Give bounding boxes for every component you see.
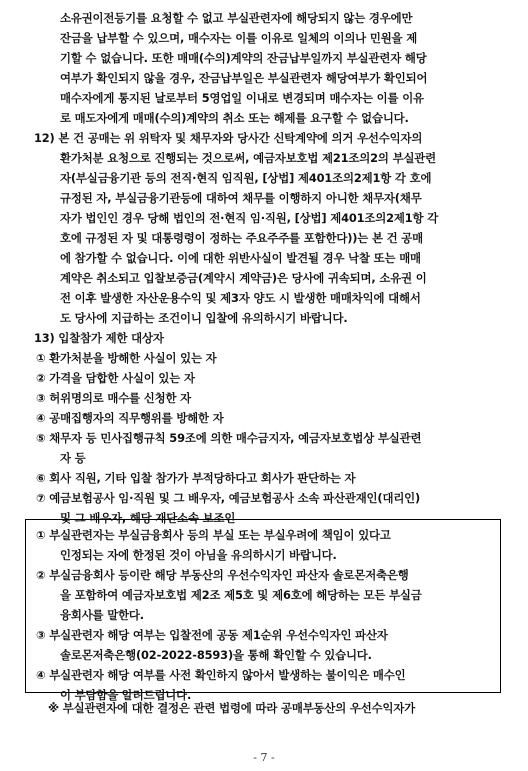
- text-line: 환가처분 요청으로 진행되는 것으로써, 예금자보호법 제21조의2의 부실관련: [60, 151, 436, 165]
- notice-item-continuation: 융회사를 말한다.: [60, 608, 144, 622]
- text-line: 규정된 자, 부실금융기관등에 대하여 채무를 이행하지 아니한 채무자(채무: [60, 191, 422, 205]
- clause-12-heading: 12) 본 건 공매는 위 위탁자 및 채무자와 당사간 신탁계약에 의거 우선수익자의: [34, 131, 423, 145]
- text-line: 잔금을 납부할 수 있으며, 매수자는 이를 이유로 일체의 이의나 민원을 제: [60, 31, 418, 45]
- list-item: ④ 공매집행자의 직무행위를 방해한 자: [36, 411, 224, 425]
- notice-item-continuation: 솔로몬저축은행(02-2022-8593)을 통해 확인할 수 있습니다.: [60, 648, 372, 662]
- list-item-continuation: 자 등: [60, 451, 86, 465]
- text-line: 전 이후 발생한 자산운용수익 및 제3자 양도 시 발생한 매매차익에 대해서: [60, 291, 421, 305]
- notice-item: ④ 부실관련자 해당 여부를 사전 확인하지 않아서 발생하는 불이익은 매수인: [36, 668, 406, 682]
- list-item: ⑥ 회사 직원, 기타 입찰 참가가 부적당하다고 회사가 판단하는 자: [36, 471, 356, 485]
- text-line: 도 당사에 지급하는 조건이니 입찰에 유의하시기 바랍니다.: [60, 311, 348, 325]
- notice-item: ③ 부실관련자 해당 여부는 입찰전에 공동 제1순위 우선수익자인 파산자: [36, 628, 388, 642]
- text-line: 에 참가할 수 없습니다. 이에 대한 위반사실이 발견될 경우 낙찰 또는 매매: [60, 251, 421, 265]
- page-number: - 7 -: [253, 751, 275, 764]
- text-line: 자가 법인인 경우 당해 법인의 전·현직 임·직원, [상법] 제401조의2제1항 각: [60, 211, 439, 225]
- list-item: ⑦ 예금보험공사 임·직원 및 그 배우자, 예금보험공사 소속 파산관재인(대리인): [36, 491, 421, 505]
- notice-item-continuation: 인정되는 자에 한정된 것이 아님을 유의하시기 바랍니다.: [60, 548, 337, 562]
- notice-item: ② 부실금융회사 등이란 해당 부동산의 우선수익자인 파산자 솔로몬저축은행: [36, 568, 409, 582]
- text-line: 여부가 확인되지 않을 경우, 잔금납부일은 부실관련자 해당여부가 확인되어: [60, 71, 428, 85]
- notice-item: ① 부실관련자는 부실금융회사 등의 부실 또는 부실우려에 책임이 있다고: [36, 528, 391, 542]
- list-item: ③ 허위명의로 매수를 신청한 자: [36, 391, 191, 405]
- list-item: ① 환가처분을 방해한 사실이 있는 자: [36, 351, 217, 365]
- list-item: ⑤ 채무자 등 민사집행규칙 59조에 의한 매수금지자, 예금자보호법상 부실관련: [36, 431, 422, 445]
- text-line: 자(부실금융기관 등의 전직·현직 임직원, [상법] 제401조의2제1항 각 호에: [60, 171, 432, 185]
- reference-note: ※ 부실관련자에 대한 결정은 관련 법령에 따라 공매부동산의 우선수익자가: [48, 701, 416, 715]
- text-line: 계약은 취소되고 입찰보증금(계약시 계약금)은 당사에 귀속되며, 소유권 이: [60, 271, 427, 285]
- text-line: 호에 규정된 자 및 대통령령이 정하는 주요주주를 포함한다))는 본 건 공매: [60, 231, 424, 245]
- list-item-continuation: 및 그 배우자, 해당 재단소속 보조인: [60, 511, 236, 525]
- list-item: ② 가격을 담합한 사실이 있는 자: [36, 371, 195, 385]
- text-line: 기할 수 없습니다. 또한 매매(수의)계약의 잔금납부일까지 부실관련자 해당: [60, 51, 427, 65]
- notice-item-continuation: 을 포함하여 예금자보호법 제2조 제5호 및 제6호에 해당하는 모든 부실금: [60, 588, 422, 602]
- text-line: 로 매도자에게 매매(수의)계약의 취소 또는 해제를 요구할 수 없습니다.: [60, 111, 409, 125]
- text-line: 소유권이전등기를 요청할 수 없고 부실관련자에 해당되지 않는 경우에만: [60, 11, 413, 25]
- notice-item-continuation: 이 부담함을 알려드립니다.: [60, 688, 192, 702]
- text-line: 매수자에게 통지된 날로부터 5영업일 이내로 변경되며 매수자는 이를 이유: [60, 91, 424, 105]
- clause-13-heading: 13) 입찰참가 제한 대상자: [34, 331, 164, 345]
